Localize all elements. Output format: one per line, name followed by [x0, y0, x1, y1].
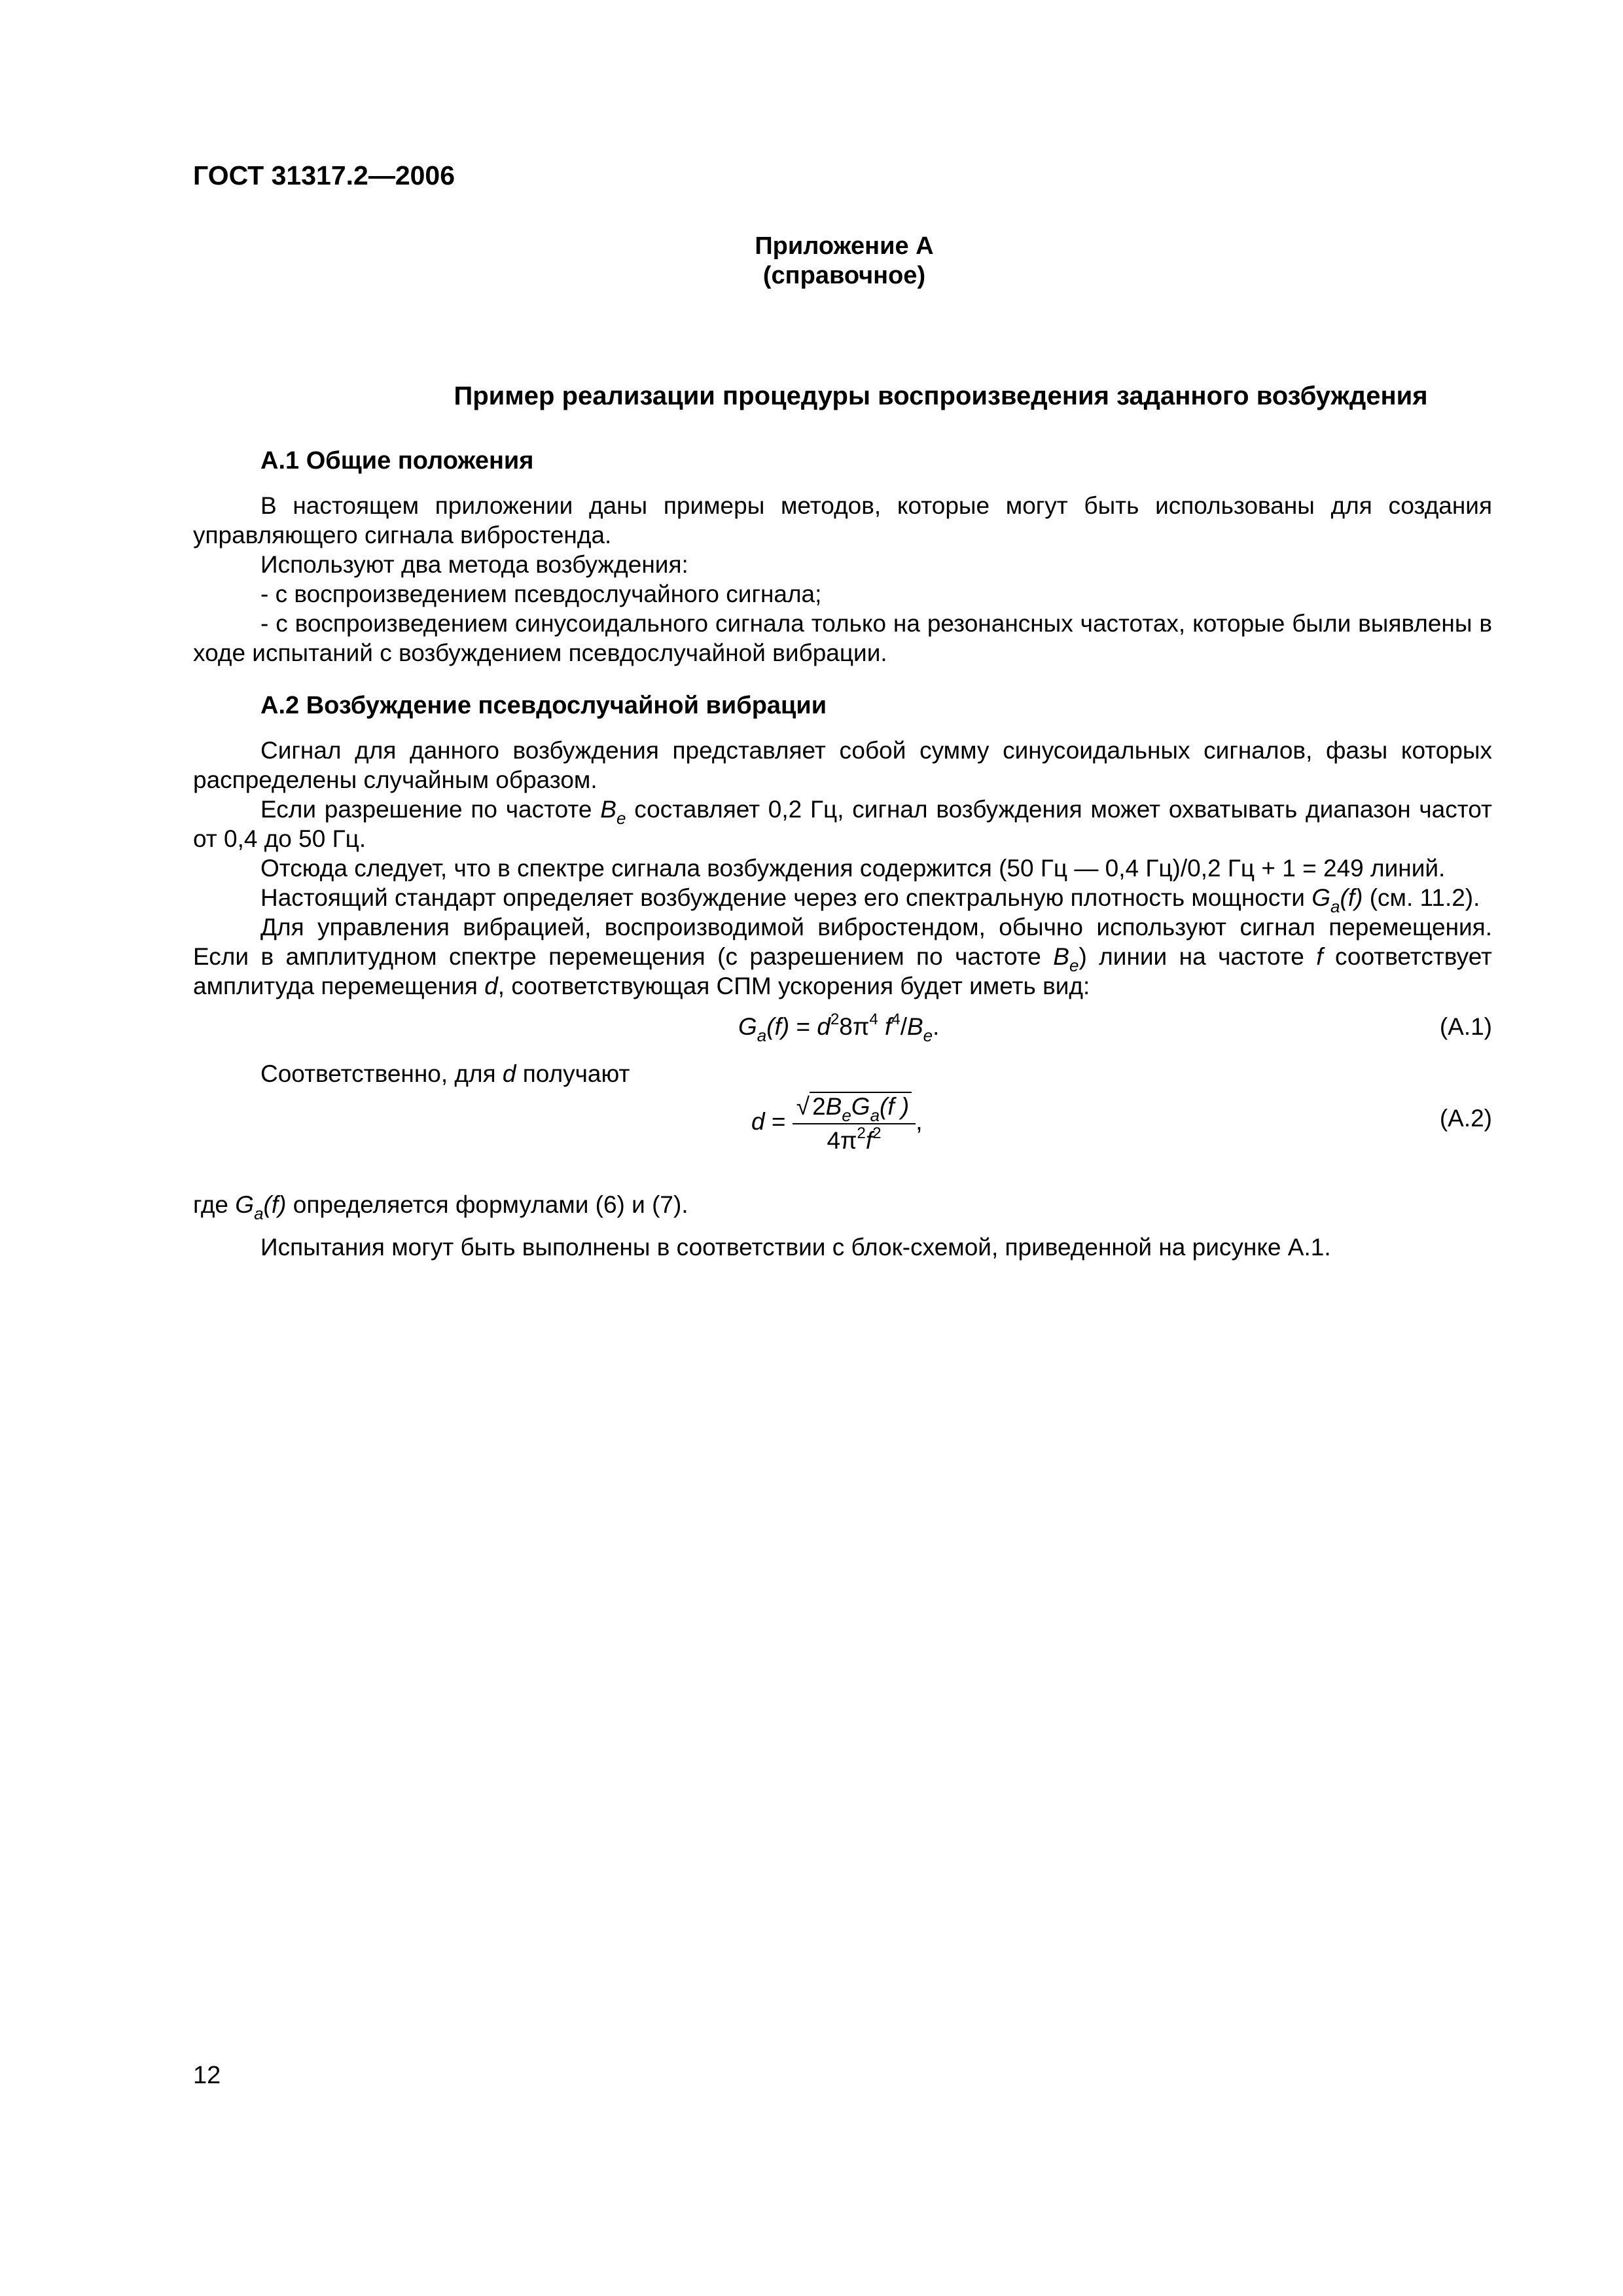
- formula-a1: $G_a(f) = d^28\pi^4$ $f^4/B_e$.: [738, 1011, 940, 1045]
- paragraph-a2-1: Сигнал для данного возбуждения представляет собой сумму синусоидальных сигналов, фазы которых распределены случайным образом.: [193, 737, 1492, 793]
- paragraph-a2-8: Испытания могут быть выполнены в соответствии с блок-схемой, приведенной на рисунке А.1.: [260, 1234, 1331, 1261]
- paragraph-a2-3: Отсюда следует, что в спектре сигнала возбуждения содержится (50 Гц — 0,4 Гц)/0,2 Гц + 1 = 249 линий.: [260, 855, 1446, 882]
- paragraph-a2-4: Настоящий стандарт определяет возбуждение через его спектральную плотность мощности $G_a(f)$ (см. 11.2).: [260, 884, 1480, 916]
- paragraph-a1-2: Используют два метода возбуждения:: [260, 551, 688, 578]
- equation-number-a1: (А.1): [1439, 1013, 1492, 1040]
- list-item-2: - с воспроизведением синусоидального сигнала только на резонансных частотах, которые были выявлены в ходе испытаний с возбуждением псевдослучайной вибрации.: [193, 610, 1492, 666]
- list-item-1: - с воспроизведением псевдослучайного сигнала;: [260, 581, 822, 607]
- appendix-type: (справочное): [762, 262, 926, 289]
- sqrt-sign: √: [796, 1093, 810, 1120]
- section-heading-a2: А.2 Возбуждение псевдослучайной вибрации: [260, 692, 827, 719]
- formula-a2: d = $\frac{√ 2B_eG_a(f )}{4\pi^2f^2}$ ,: [751, 1093, 923, 1154]
- paragraph-a2-5: Для управления вибрацией, воспроизводимой вибростендом, обычно используют сигнал перемещения. Если в амплитудном спектре перемещения (с разрешением по частоте $B_e$) линии на частоте f соответствует амплитуда перемещения d, соответствующая СПМ ускорения будет иметь вид:: [193, 914, 1492, 999]
- equation-number-a2: (А.2): [1439, 1105, 1492, 1132]
- paragraph-a2-6: Соответственно, для d получают: [260, 1060, 630, 1087]
- appendix-name: Приложение А: [755, 232, 934, 260]
- section-heading-a1: А.1 Общие положения: [260, 447, 534, 475]
- paragraph-a2-2: Если разрешение по частоте $B_e$ составляет 0,2 Гц, сигнал возбуждения может охватывать диапазон частот от 0,4 до 50 Гц.: [193, 796, 1492, 852]
- paragraph-a1-1: В настоящем приложении даны примеры методов, которые могут быть использованы для создания управляющего сигнала вибростенда.: [193, 492, 1492, 548]
- document-code: ГОСТ 31317.2—2006: [193, 160, 455, 190]
- paragraph-a2-7: где $G_a(f)$ определяется формулами (6) и (7).: [193, 1191, 688, 1223]
- appendix-title: Пример реализации процедуры воспроизведения заданного возбуждения: [454, 382, 1428, 410]
- page-number: 12: [193, 2062, 221, 2089]
- formula-a2-fraction: $\frac{√ 2B_eG_a(f )}{4\pi^2f^2}$: [793, 1092, 916, 1155]
